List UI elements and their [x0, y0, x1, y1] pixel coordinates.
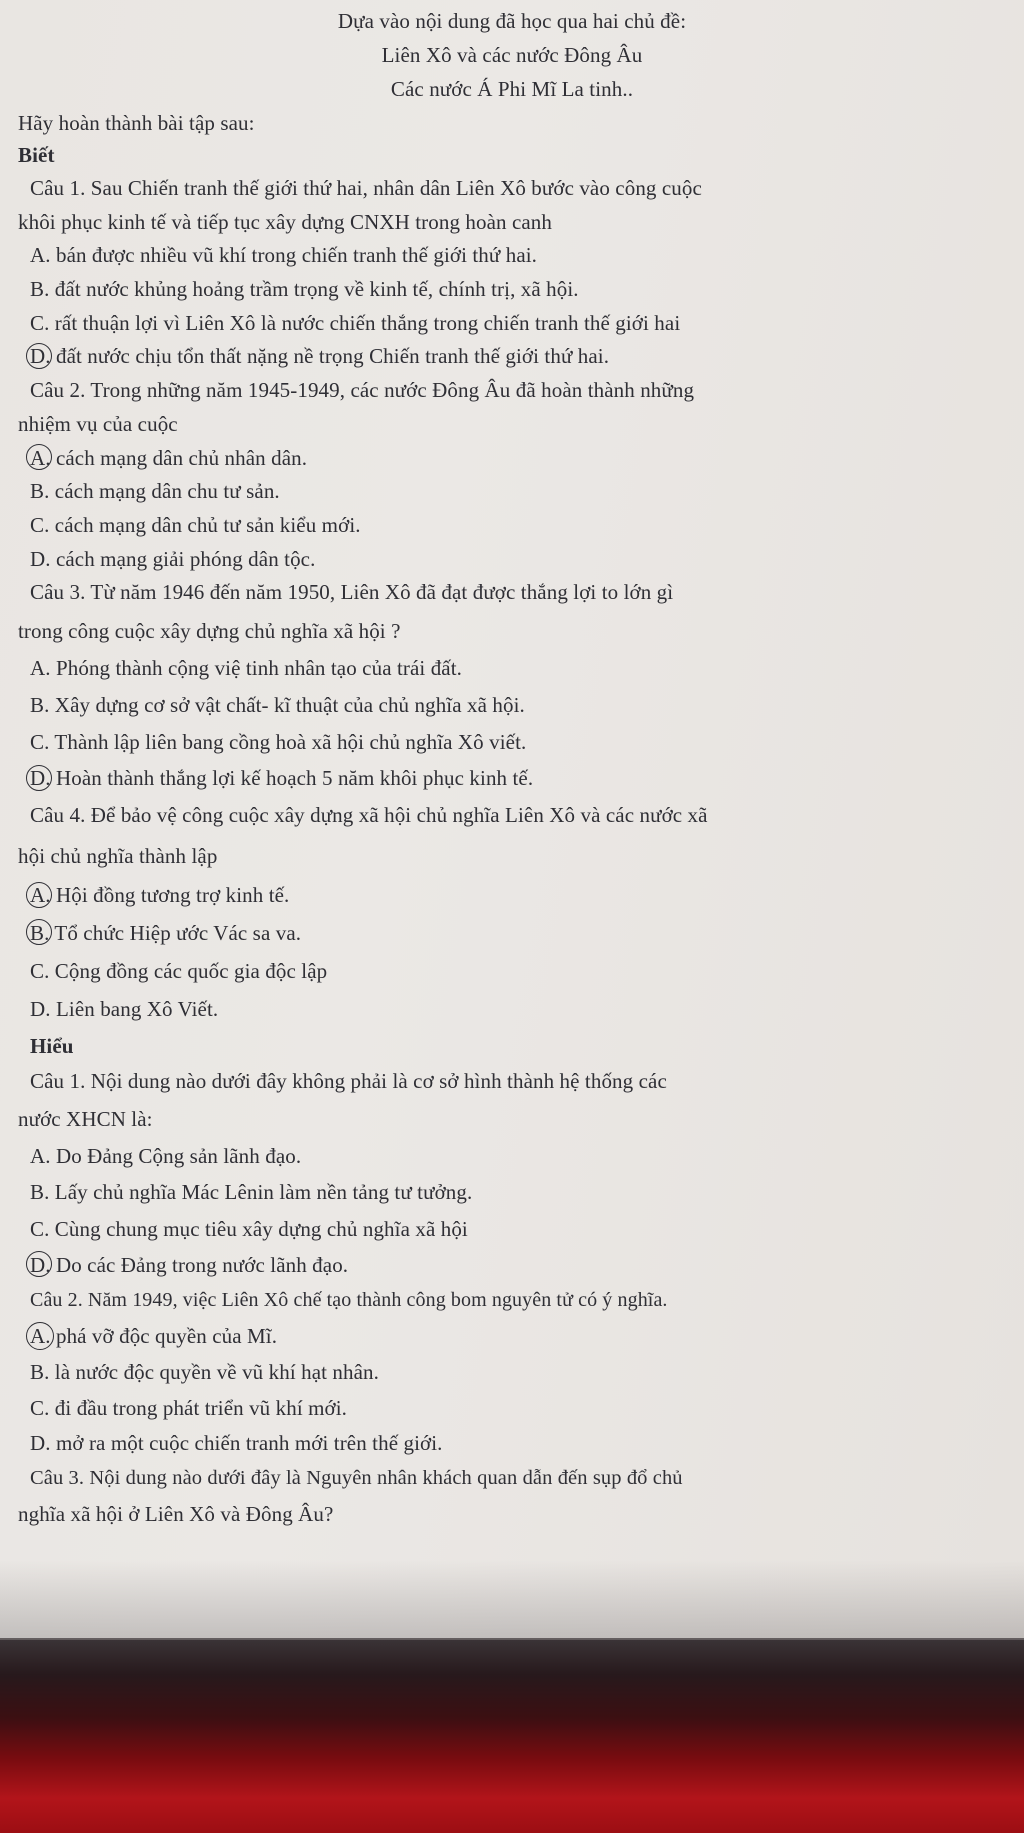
- option: B. đất nước khủng hoảng trầm trọng về kinh tế, chính trị, xã hội.: [30, 277, 579, 301]
- option: C. đi đầu trong phát triển vũ khí mới.: [30, 1396, 348, 1420]
- option: B. cách mạng dân chu tư sản.: [30, 479, 280, 503]
- answer-circle-mark: [26, 919, 52, 945]
- section-heading-biet: Biết: [18, 143, 55, 167]
- header-line-3: Các nước Á Phi Mĩ La tinh..: [390, 77, 634, 101]
- option-selected: B. Tổ chức Hiệp ước Vác sa va.: [30, 921, 302, 945]
- question-line: Câu 1. Sau Chiến tranh thế giới thứ hai, nhân dân Liên Xô bước vào công cuộc: [30, 176, 702, 200]
- red-desk-background: [0, 1640, 1024, 1833]
- question-line: hội chủ nghĩa thành lập: [18, 844, 218, 868]
- answer-circle-mark: [26, 343, 52, 369]
- question-line: Câu 3. Từ năm 1946 đến năm 1950, Liên Xô đã đạt được thắng lợi to lớn gì: [30, 580, 674, 604]
- option-selected: A. phá vỡ độc quyền của Mĩ.: [30, 1324, 278, 1348]
- question-line: Câu 1. Nội dung nào dưới đây không phải là cơ sở hình thành hệ thống các: [30, 1069, 667, 1093]
- question-line: Câu 3. Nội dung nào dưới đây là Nguyên nhân khách quan dẫn đến sụp đổ chủ: [30, 1467, 683, 1489]
- option-selected: A. Hội đồng tương trợ kinh tế.: [30, 883, 290, 907]
- question-line: nhiệm vụ của cuộc: [18, 412, 178, 436]
- option: D. mở ra một cuộc chiến tranh mới trên thế giới.: [30, 1431, 443, 1455]
- answer-circle-mark: [26, 765, 52, 791]
- option: D. Liên bang Xô Viết.: [30, 997, 219, 1021]
- option: C. cách mạng dân chủ tư sản kiểu mới.: [30, 513, 361, 537]
- answer-circle-mark: [26, 444, 52, 470]
- option: A. bán được nhiều vũ khí trong chiến tranh thế giới thứ hai.: [30, 243, 538, 267]
- header-line-2: Liên Xô và các nước Đông Âu: [381, 43, 643, 67]
- question-line: Câu 2. Năm 1949, việc Liên Xô chế tạo thành công bom nguyên tử có ý nghĩa.: [30, 1289, 668, 1311]
- question-line: nghĩa xã hội ở Liên Xô và Đông Âu?: [18, 1502, 334, 1526]
- question-line: Câu 4. Để bảo vệ công cuộc xây dựng xã hội chủ nghĩa Liên Xô và các nước xã: [30, 803, 708, 827]
- option: C. Thành lập liên bang cồng hoà xã hội chủ nghĩa Xô viết.: [30, 730, 527, 754]
- question-line: khôi phục kinh tế và tiếp tục xây dựng CNXH trong hoàn canh: [18, 210, 553, 234]
- option-selected: D. đất nước chịu tổn thất nặng nề trọng Chiến tranh thế giới thứ hai.: [30, 344, 610, 368]
- header-line-1: Dựa vào nội dung đã học qua hai chủ đề:: [337, 9, 687, 33]
- option: D. cách mạng giải phóng dân tộc.: [30, 547, 316, 571]
- answer-circle-mark: [26, 1251, 52, 1277]
- option: A. Do Đảng Cộng sản lãnh đạo.: [30, 1144, 302, 1168]
- option: A. Phóng thành cộng việ tinh nhân tạo của trái đất.: [30, 656, 463, 680]
- option: C. Cùng chung mục tiêu xây dựng chủ nghĩa xã hội: [30, 1217, 468, 1241]
- answer-circle-mark: [26, 882, 52, 908]
- answer-circle-mark: [26, 1322, 54, 1350]
- option-selected: D. Hoàn thành thắng lợi kế hoạch 5 năm khôi phục kinh tế.: [30, 766, 534, 790]
- section-heading-hieu: Hiểu: [30, 1034, 74, 1058]
- instruction: Hãy hoàn thành bài tập sau:: [18, 111, 255, 135]
- option: B. là nước độc quyền về vũ khí hạt nhân.: [30, 1360, 379, 1384]
- question-line: nước XHCN là:: [18, 1107, 153, 1131]
- option: B. Lấy chủ nghĩa Mác Lênin làm nền tảng tư tưởng.: [30, 1180, 473, 1204]
- question-line: trong công cuộc xây dựng chủ nghĩa xã hội ?: [18, 619, 401, 643]
- option: C. Cộng đồng các quốc gia độc lập: [30, 959, 328, 983]
- option: C. rất thuận lợi vì Liên Xô là nước chiến thắng trong chiến tranh thế giới hai: [30, 311, 681, 335]
- option: B. Xây dựng cơ sở vật chất- kĩ thuật của chủ nghĩa xã hội.: [30, 693, 525, 717]
- option-selected: D. Do các Đảng trong nước lãnh đạo.: [30, 1253, 349, 1277]
- option-selected: A. cách mạng dân chủ nhân dân.: [30, 446, 308, 470]
- question-line: Câu 2. Trong những năm 1945-1949, các nước Đông Âu đã hoàn thành những: [30, 378, 695, 402]
